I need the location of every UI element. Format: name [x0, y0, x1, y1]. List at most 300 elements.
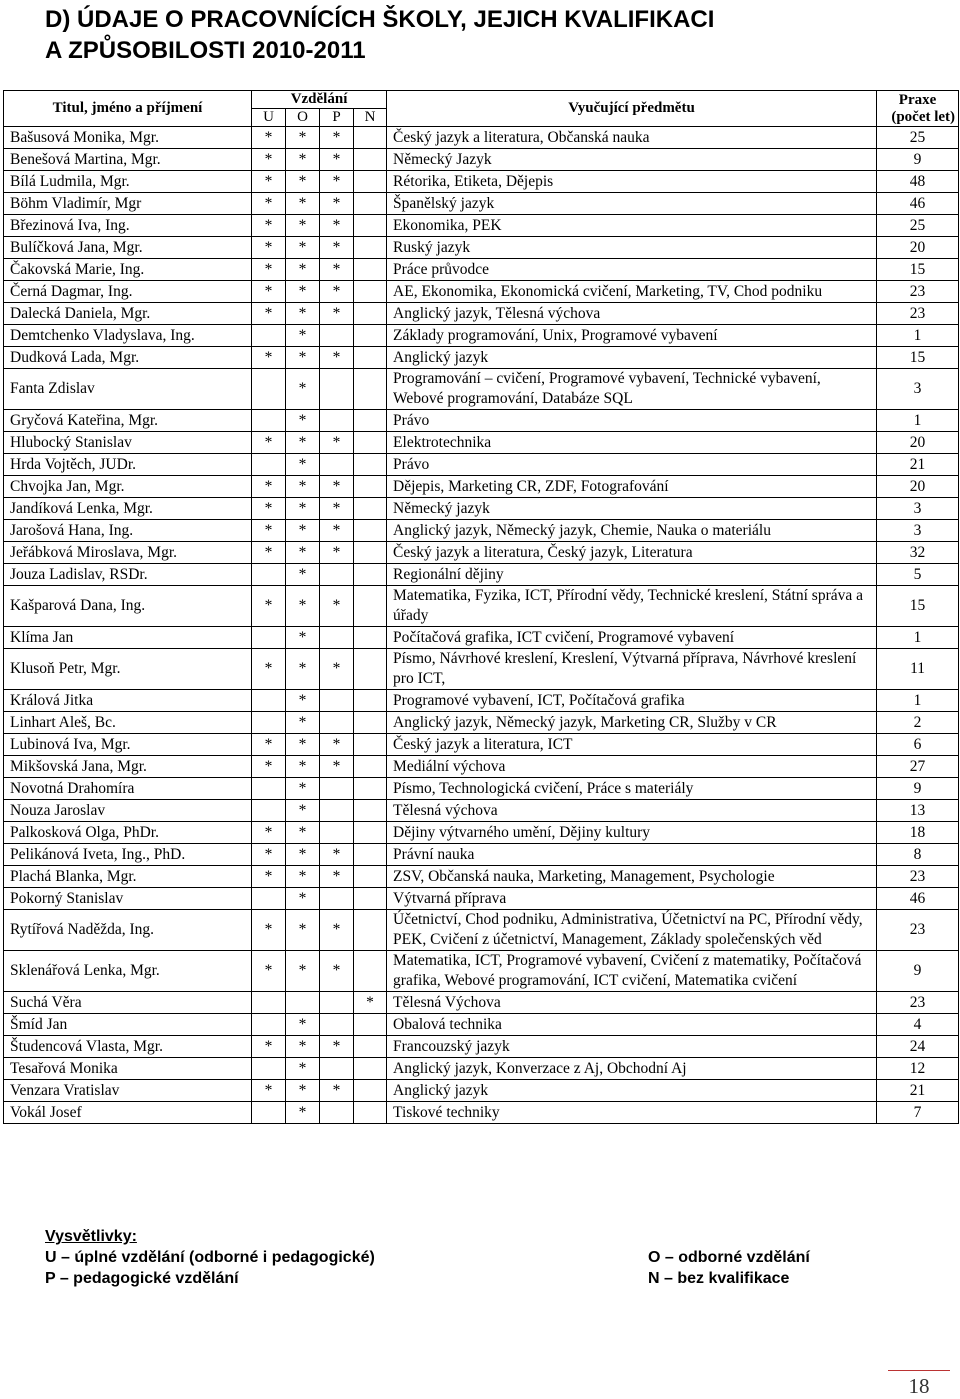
subjects: Německý Jazyk [387, 149, 877, 171]
edu-p-mark [320, 1058, 354, 1080]
edu-p-mark: * [320, 149, 354, 171]
table-row [4, 542, 959, 564]
table-row [4, 325, 959, 347]
practice-years: 23 [877, 303, 959, 325]
staff-name: Hlubocký Stanislav [4, 432, 252, 454]
table-row [4, 627, 959, 649]
edu-p-mark [320, 1102, 354, 1124]
staff-name: Benešová Martina, Mgr. [4, 149, 252, 171]
edu-o-mark: * [286, 951, 320, 992]
table-row [4, 951, 959, 992]
legend-o: O – odborné vzdělání [648, 1249, 810, 1266]
edu-p-mark [320, 712, 354, 734]
edu-u-mark: * [252, 303, 286, 325]
practice-years: 6 [877, 734, 959, 756]
edu-u-mark: * [252, 347, 286, 369]
subjects: Český jazyk a literatura, Český jazyk, Literatura [387, 542, 877, 564]
subjects: Elektrotechnika [387, 432, 877, 454]
edu-p-mark: * [320, 347, 354, 369]
staff-name: Šmíd Jan [4, 1014, 252, 1036]
subjects: Ekonomika, PEK [387, 215, 877, 237]
staff-name: Gryčová Kateřina, Mgr. [4, 410, 252, 432]
practice-years: 12 [877, 1058, 959, 1080]
edu-o-mark: * [286, 910, 320, 951]
table-row [4, 1036, 959, 1058]
edu-n-mark [354, 127, 387, 149]
table-row [4, 303, 959, 325]
practice-years: 20 [877, 476, 959, 498]
practice-years: 15 [877, 347, 959, 369]
edu-n-mark [354, 888, 387, 910]
edu-o-mark: * [286, 542, 320, 564]
header-practice-sub: (počet let) [891, 108, 956, 125]
staff-name: Bílá Ludmila, Mgr. [4, 171, 252, 193]
practice-years: 3 [877, 369, 959, 410]
practice-years: 9 [877, 951, 959, 992]
edu-n-mark [354, 454, 387, 476]
practice-years: 1 [877, 410, 959, 432]
edu-p-mark: * [320, 303, 354, 325]
practice-years: 3 [877, 520, 959, 542]
edu-p-mark: * [320, 756, 354, 778]
staff-name: Venzara Vratislav [4, 1080, 252, 1102]
edu-u-mark: * [252, 734, 286, 756]
edu-n-mark [354, 193, 387, 215]
edu-u-mark [252, 1058, 286, 1080]
edu-o-mark: * [286, 866, 320, 888]
subjects: Španělský jazyk [387, 193, 877, 215]
table-row [4, 237, 959, 259]
table-row [4, 1102, 959, 1124]
practice-years: 46 [877, 193, 959, 215]
edu-p-mark: * [320, 734, 354, 756]
edu-o-mark: * [286, 712, 320, 734]
edu-u-mark: * [252, 281, 286, 303]
edu-o-mark: * [286, 215, 320, 237]
edu-u-mark [252, 369, 286, 410]
edu-p-mark: * [320, 193, 354, 215]
heading-line-2: A ZPŮSOBILOSTI 2010-2011 [45, 37, 366, 64]
edu-u-mark: * [252, 649, 286, 690]
edu-o-mark: * [286, 690, 320, 712]
edu-n-mark [354, 259, 387, 281]
table-row [4, 844, 959, 866]
subjects: Počítačová grafika, ICT cvičení, Programové vybavení [387, 627, 877, 649]
edu-o-mark: * [286, 325, 320, 347]
table-row [4, 778, 959, 800]
table-row [4, 281, 959, 303]
edu-o-mark: * [286, 586, 320, 627]
table-row [4, 215, 959, 237]
edu-n-mark [354, 410, 387, 432]
edu-o-mark: * [286, 259, 320, 281]
edu-o-mark: * [286, 844, 320, 866]
subjects: Právní nauka [387, 844, 877, 866]
edu-o-mark: * [286, 193, 320, 215]
legend-right [648, 1247, 810, 1289]
edu-o-mark: * [286, 649, 320, 690]
edu-n-mark [354, 542, 387, 564]
header-n: N [354, 109, 387, 127]
subjects: Písmo, Návrhové kreslení, Kreslení, Výtvarná příprava, Návrhové kreslení pro ICT, [387, 649, 877, 690]
staff-name: Vokál Josef [4, 1102, 252, 1124]
staff-name: Linhart Aleš, Bc. [4, 712, 252, 734]
table-row [4, 1014, 959, 1036]
practice-years: 9 [877, 778, 959, 800]
edu-p-mark: * [320, 237, 354, 259]
subjects: Tiskové techniky [387, 1102, 877, 1124]
edu-o-mark: * [286, 127, 320, 149]
edu-o-mark: * [286, 756, 320, 778]
edu-o-mark: * [286, 888, 320, 910]
subjects: Německý jazyk [387, 498, 877, 520]
edu-u-mark: * [252, 149, 286, 171]
staff-name: Bašusová Monika, Mgr. [4, 127, 252, 149]
table-row [4, 520, 959, 542]
edu-n-mark [354, 586, 387, 627]
header-u: U [252, 109, 286, 127]
edu-p-mark: * [320, 951, 354, 992]
legend [45, 1226, 375, 1289]
subjects: Dějiny výtvarného umění, Dějiny kultury [387, 822, 877, 844]
edu-p-mark: * [320, 498, 354, 520]
edu-u-mark: * [252, 127, 286, 149]
edu-p-mark: * [320, 1080, 354, 1102]
edu-p-mark [320, 454, 354, 476]
staff-name: Mikšovská Jana, Mgr. [4, 756, 252, 778]
edu-p-mark [320, 410, 354, 432]
edu-p-mark [320, 888, 354, 910]
edu-u-mark: * [252, 476, 286, 498]
practice-years: 2 [877, 712, 959, 734]
edu-n-mark [354, 369, 387, 410]
edu-p-mark [320, 369, 354, 410]
staff-name: Suchá Věra [4, 992, 252, 1014]
table-row [4, 586, 959, 627]
edu-p-mark [320, 822, 354, 844]
edu-o-mark: * [286, 432, 320, 454]
subjects: Účetnictví, Chod podniku, Administrativa, Účetnictví na PC, Přírodní vědy, PEK, Cvičení z účetnictví, Management, Základy společenských věd [387, 910, 877, 951]
edu-p-mark: * [320, 866, 354, 888]
edu-o-mark: * [286, 564, 320, 586]
table-row [4, 910, 959, 951]
edu-p-mark [320, 992, 354, 1014]
table-row [4, 564, 959, 586]
subjects: Programové vybavení, ICT, Počítačová grafika [387, 690, 877, 712]
edu-u-mark [252, 454, 286, 476]
table-row [4, 127, 959, 149]
edu-p-mark: * [320, 910, 354, 951]
staff-name: Hrda Vojtěch, JUDr. [4, 454, 252, 476]
table-row [4, 432, 959, 454]
header-row-1 [4, 91, 959, 109]
edu-p-mark: * [320, 844, 354, 866]
edu-o-mark: * [286, 1080, 320, 1102]
edu-u-mark: * [252, 259, 286, 281]
edu-n-mark [354, 1102, 387, 1124]
table-row [4, 498, 959, 520]
practice-years: 23 [877, 992, 959, 1014]
staff-name: Lubinová Iva, Mgr. [4, 734, 252, 756]
edu-n-mark [354, 237, 387, 259]
edu-p-mark [320, 1014, 354, 1036]
staff-name: Jouza Ladislav, RSDr. [4, 564, 252, 586]
practice-years: 23 [877, 866, 959, 888]
edu-n-mark [354, 800, 387, 822]
edu-o-mark: * [286, 800, 320, 822]
header-practice-label: Praxe [898, 91, 937, 108]
edu-o-mark: * [286, 237, 320, 259]
staff-name: Klíma Jan [4, 627, 252, 649]
practice-years: 24 [877, 1036, 959, 1058]
edu-p-mark [320, 690, 354, 712]
subjects: Tělesná výchova [387, 800, 877, 822]
table-row [4, 866, 959, 888]
staff-name: Plachá Blanka, Mgr. [4, 866, 252, 888]
edu-o-mark: * [286, 454, 320, 476]
table-row [4, 690, 959, 712]
staff-name: Tesařová Monika [4, 1058, 252, 1080]
practice-years: 7 [877, 1102, 959, 1124]
edu-u-mark: * [252, 844, 286, 866]
edu-n-mark [354, 778, 387, 800]
subjects: AE, Ekonomika, Ekonomická cvičení, Marketing, TV, Chod podniku [387, 281, 877, 303]
subjects: Právo [387, 454, 877, 476]
edu-u-mark: * [252, 542, 286, 564]
staff-name: Jeřábková Miroslava, Mgr. [4, 542, 252, 564]
header-p: P [320, 109, 354, 127]
edu-p-mark: * [320, 171, 354, 193]
practice-years: 23 [877, 281, 959, 303]
subjects: Ruský jazyk [387, 237, 877, 259]
staff-name: Demtchenko Vladyslava, Ing. [4, 325, 252, 347]
edu-o-mark: * [286, 369, 320, 410]
subjects: Základy programování, Unix, Programové vybavení [387, 325, 877, 347]
subjects: Matematika, Fyzika, ICT, Přírodní vědy, Technické kreslení, Státní správa a úřady [387, 586, 877, 627]
edu-o-mark: * [286, 1014, 320, 1036]
edu-u-mark: * [252, 498, 286, 520]
edu-p-mark: * [320, 586, 354, 627]
table-row [4, 259, 959, 281]
subjects: Český jazyk a literatura, ICT [387, 734, 877, 756]
edu-u-mark [252, 627, 286, 649]
header-practice [877, 91, 959, 127]
subjects: Anglický jazyk [387, 347, 877, 369]
edu-p-mark [320, 325, 354, 347]
practice-years: 3 [877, 498, 959, 520]
staff-name: Fanta Zdislav [4, 369, 252, 410]
edu-p-mark: * [320, 649, 354, 690]
edu-n-mark [354, 171, 387, 193]
header-o: O [286, 109, 320, 127]
staff-name: Černá Dagmar, Ing. [4, 281, 252, 303]
edu-p-mark: * [320, 542, 354, 564]
legend-u: U – úplné vzdělání (odborné i pedagogické) [45, 1249, 375, 1266]
staff-name: Jandíková Lenka, Mgr. [4, 498, 252, 520]
edu-n-mark [354, 564, 387, 586]
subjects: Mediální výchova [387, 756, 877, 778]
subjects: Rétorika, Etiketa, Dějepis [387, 171, 877, 193]
edu-u-mark: * [252, 910, 286, 951]
edu-o-mark: * [286, 410, 320, 432]
edu-u-mark: * [252, 520, 286, 542]
edu-o-mark [286, 992, 320, 1014]
edu-o-mark: * [286, 303, 320, 325]
edu-n-mark: * [354, 992, 387, 1014]
edu-u-mark [252, 1014, 286, 1036]
heading-line-1: D) ÚDAJE O PRACOVNÍCÍCH ŠKOLY, JEJICH KVALIFIKACI [45, 6, 715, 33]
subjects: Dějepis, Marketing CR, ZDF, Fotografování [387, 476, 877, 498]
staff-name: Palkosková Olga, PhDr. [4, 822, 252, 844]
edu-u-mark [252, 1102, 286, 1124]
practice-years: 1 [877, 325, 959, 347]
subjects: Obalová technika [387, 1014, 877, 1036]
staff-name: Dalecká Daniela, Mgr. [4, 303, 252, 325]
subjects: Francouzský jazyk [387, 1036, 877, 1058]
edu-n-mark [354, 303, 387, 325]
edu-p-mark [320, 778, 354, 800]
practice-years: 5 [877, 564, 959, 586]
edu-o-mark: * [286, 171, 320, 193]
practice-years: 48 [877, 171, 959, 193]
subjects: Výtvarná příprava [387, 888, 877, 910]
practice-years: 4 [877, 1014, 959, 1036]
table-row [4, 410, 959, 432]
table-row [4, 822, 959, 844]
edu-p-mark: * [320, 476, 354, 498]
edu-p-mark: * [320, 127, 354, 149]
edu-u-mark: * [252, 193, 286, 215]
edu-u-mark [252, 564, 286, 586]
edu-p-mark: * [320, 281, 354, 303]
edu-p-mark [320, 800, 354, 822]
edu-o-mark: * [286, 627, 320, 649]
subjects: Programování – cvičení, Programové vybavení, Technické vybavení, Webové programování, Databáze SQL [387, 369, 877, 410]
practice-years: 18 [877, 822, 959, 844]
practice-years: 25 [877, 127, 959, 149]
page-heading [45, 4, 714, 66]
practice-years: 32 [877, 542, 959, 564]
table-row [4, 347, 959, 369]
edu-u-mark [252, 778, 286, 800]
edu-n-mark [354, 1058, 387, 1080]
edu-n-mark [354, 866, 387, 888]
staff-name: Novotná Drahomíra [4, 778, 252, 800]
staff-table-body [4, 127, 959, 1124]
practice-years: 21 [877, 454, 959, 476]
practice-years: 13 [877, 800, 959, 822]
staff-name: Bulíčková Jana, Mgr. [4, 237, 252, 259]
edu-n-mark [354, 1036, 387, 1058]
practice-years: 25 [877, 215, 959, 237]
edu-u-mark: * [252, 951, 286, 992]
table-row [4, 756, 959, 778]
staff-name: Pokorný Stanislav [4, 888, 252, 910]
table-row [4, 800, 959, 822]
table-row [4, 1058, 959, 1080]
edu-n-mark [354, 627, 387, 649]
edu-u-mark: * [252, 215, 286, 237]
staff-name: Sklenářová Lenka, Mgr. [4, 951, 252, 992]
edu-u-mark: * [252, 1080, 286, 1102]
edu-u-mark: * [252, 171, 286, 193]
subjects: Anglický jazyk, Tělesná výchova [387, 303, 877, 325]
practice-years: 9 [877, 149, 959, 171]
subjects: Matematika, ICT, Programové vybavení, Cvičení z matematiky, Počítačová grafika, Webové programování, ICT cvičení, Matematika cvičení [387, 951, 877, 992]
staff-name: Študencová Vlasta, Mgr. [4, 1036, 252, 1058]
edu-u-mark [252, 410, 286, 432]
edu-n-mark [354, 149, 387, 171]
subjects: Anglický jazyk, Konverzace z Aj, Obchodní Aj [387, 1058, 877, 1080]
edu-p-mark [320, 564, 354, 586]
edu-u-mark [252, 325, 286, 347]
subjects: Práce průvodce [387, 259, 877, 281]
edu-u-mark: * [252, 756, 286, 778]
practice-years: 1 [877, 627, 959, 649]
practice-years: 20 [877, 237, 959, 259]
practice-years: 1 [877, 690, 959, 712]
edu-o-mark: * [286, 1058, 320, 1080]
edu-n-mark [354, 712, 387, 734]
subjects: Právo [387, 410, 877, 432]
staff-name: Pelikánová Iveta, Ing., PhD. [4, 844, 252, 866]
legend-title: Vysvětlivky: [45, 1228, 137, 1245]
subjects: ZSV, Občanská nauka, Marketing, Management, Psychologie [387, 866, 877, 888]
edu-p-mark: * [320, 215, 354, 237]
edu-o-mark: * [286, 734, 320, 756]
edu-n-mark [354, 734, 387, 756]
staff-name: Böhm Vladimír, Mgr [4, 193, 252, 215]
table-row [4, 149, 959, 171]
practice-years: 15 [877, 259, 959, 281]
edu-p-mark: * [320, 432, 354, 454]
edu-p-mark [320, 627, 354, 649]
edu-n-mark [354, 432, 387, 454]
subjects: Anglický jazyk, Německý jazyk, Marketing CR, Služby v CR [387, 712, 877, 734]
edu-n-mark [354, 910, 387, 951]
legend-p: P – pedagogické vzdělání [45, 1270, 239, 1287]
edu-u-mark: * [252, 586, 286, 627]
staff-name: Jarošová Hana, Ing. [4, 520, 252, 542]
edu-n-mark [354, 844, 387, 866]
table-row [4, 476, 959, 498]
table-row [4, 992, 959, 1014]
edu-o-mark: * [286, 822, 320, 844]
staff-name: Klusoň Petr, Mgr. [4, 649, 252, 690]
subjects: Tělesná Výchova [387, 992, 877, 1014]
practice-years: 27 [877, 756, 959, 778]
staff-name: Nouza Jaroslav [4, 800, 252, 822]
table-row [4, 171, 959, 193]
edu-n-mark [354, 1080, 387, 1102]
subjects: Český jazyk a literatura, Občanská nauka [387, 127, 877, 149]
table-row [4, 734, 959, 756]
practice-years: 46 [877, 888, 959, 910]
edu-u-mark [252, 690, 286, 712]
staff-name: Dudková Lada, Mgr. [4, 347, 252, 369]
staff-name: Březinová Iva, Ing. [4, 215, 252, 237]
edu-n-mark [354, 476, 387, 498]
table-row [4, 369, 959, 410]
edu-u-mark: * [252, 866, 286, 888]
edu-u-mark [252, 888, 286, 910]
edu-u-mark: * [252, 432, 286, 454]
staff-name: Chvojka Jan, Mgr. [4, 476, 252, 498]
table-row [4, 712, 959, 734]
edu-n-mark [354, 756, 387, 778]
edu-p-mark: * [320, 259, 354, 281]
table-row [4, 193, 959, 215]
